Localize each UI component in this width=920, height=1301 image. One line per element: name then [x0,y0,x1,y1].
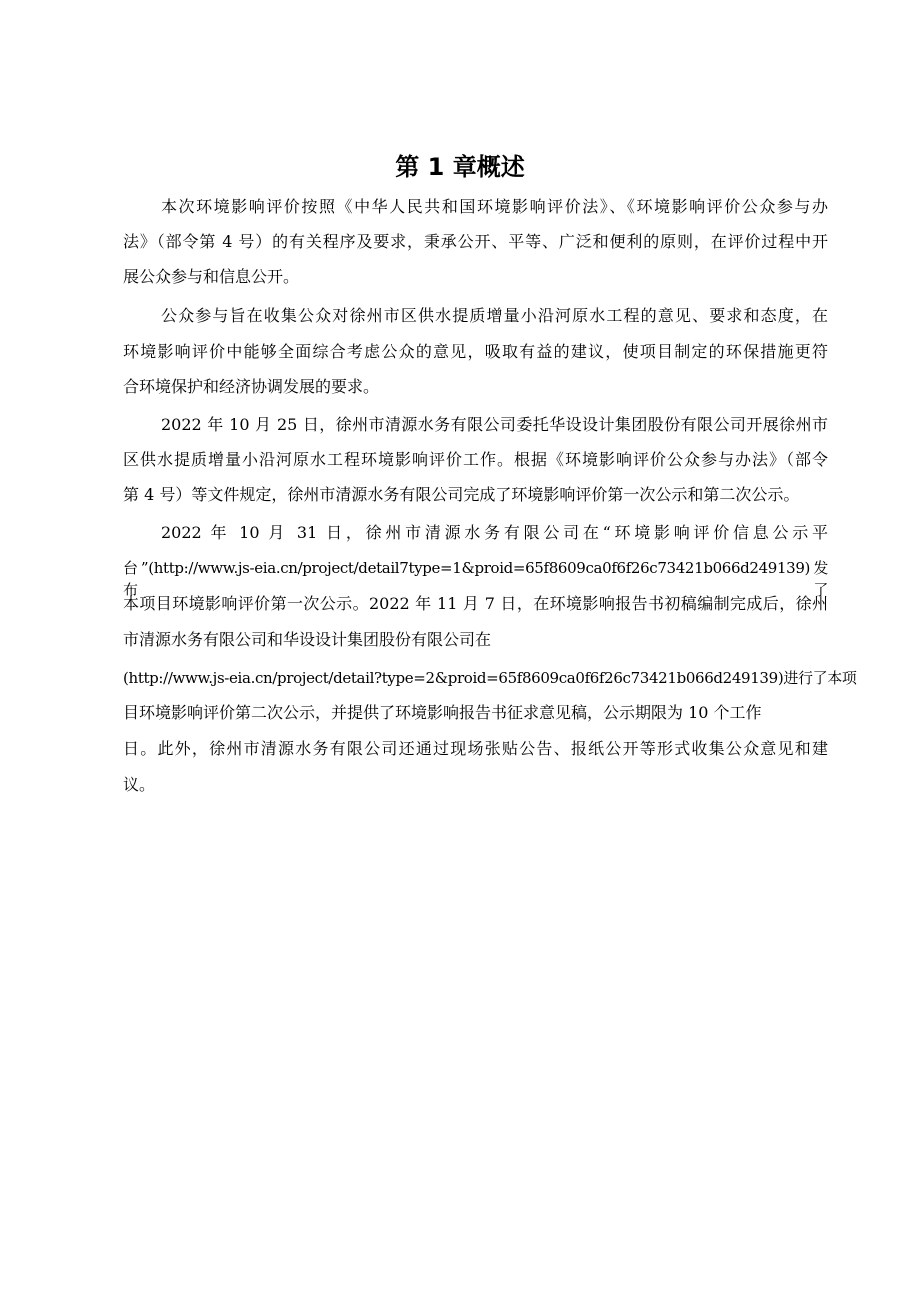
body-text-line: 目环境影响评价第二次公示，并提供了环境影响报告书征求意见稿，公示期限为 10 个工作 [123,703,762,722]
body-text-line: 2022 年 10 月 25 日，徐州市清源水务有限公司委托华设设计集团股份有限公司开展徐州市 [161,415,828,434]
body-text-line: 市清源水务有限公司和华设设计集团股份有限公司在 [123,630,492,649]
body-text-line: 区供水提质增量小沿河原水工程环境影响评价工作。根据《环境影响评价公众参与办法》（部令 [123,450,828,469]
body-text-line: 环境影响评价中能够全面综合考虑公众的意见，吸取有益的建议，使项目制定的环保措施更符 [123,342,828,361]
body-text-line: 日。此外，徐州市清源水务有限公司还通过现场张贴公告、报纸公开等形式收集公众意见和建 [123,739,828,758]
body-text-line: 本项目环境影响评价第一次公示。2022 年 11 月 7 日，在环境影响报告书初稿编制完成后，徐州 [123,594,828,613]
chapter-title: 第 1 章概述 [395,153,525,181]
body-text-line: (http://www.js-eia.cn/project/detail?type=2&proid=65f8609ca0f6f26c73421b066d249139)进行了本项 [123,669,857,687]
body-text-line: 议。 [123,775,156,794]
body-text-line: 本次环境影响评价按照《中华人民共和国环境影响评价法》、《环境影响评价公众参与办 [161,197,828,216]
body-text-line: 第 4 号）等文件规定，徐州市清源水务有限公司完成了环境影响评价第一次公示和第二次公示。 [123,485,800,504]
body-text-line: 展公众参与和信息公开。 [123,267,300,286]
body-text-line: 公众参与旨在收集公众对徐州市区供水提质增量小沿河原水工程的意见、要求和态度，在 [161,306,828,325]
body-text-line: 法》（部令第 4 号）的有关程序及要求，秉承公开、平等、广泛和便利的原则，在评价过程中开 [123,232,828,251]
body-text-line: 合环境保护和经济协调发展的要求。 [123,377,380,396]
body-text-line: 2022 年 10 月 31 日，徐州市清源水务有限公司在“环境影响评价信息公示平 [161,523,828,542]
body-text-line: 台”(http://www.js-eia.cn/project/detail7type=1&proid=65f8609ca0f6f26c73421b066d249139)发布了 [123,559,828,599]
